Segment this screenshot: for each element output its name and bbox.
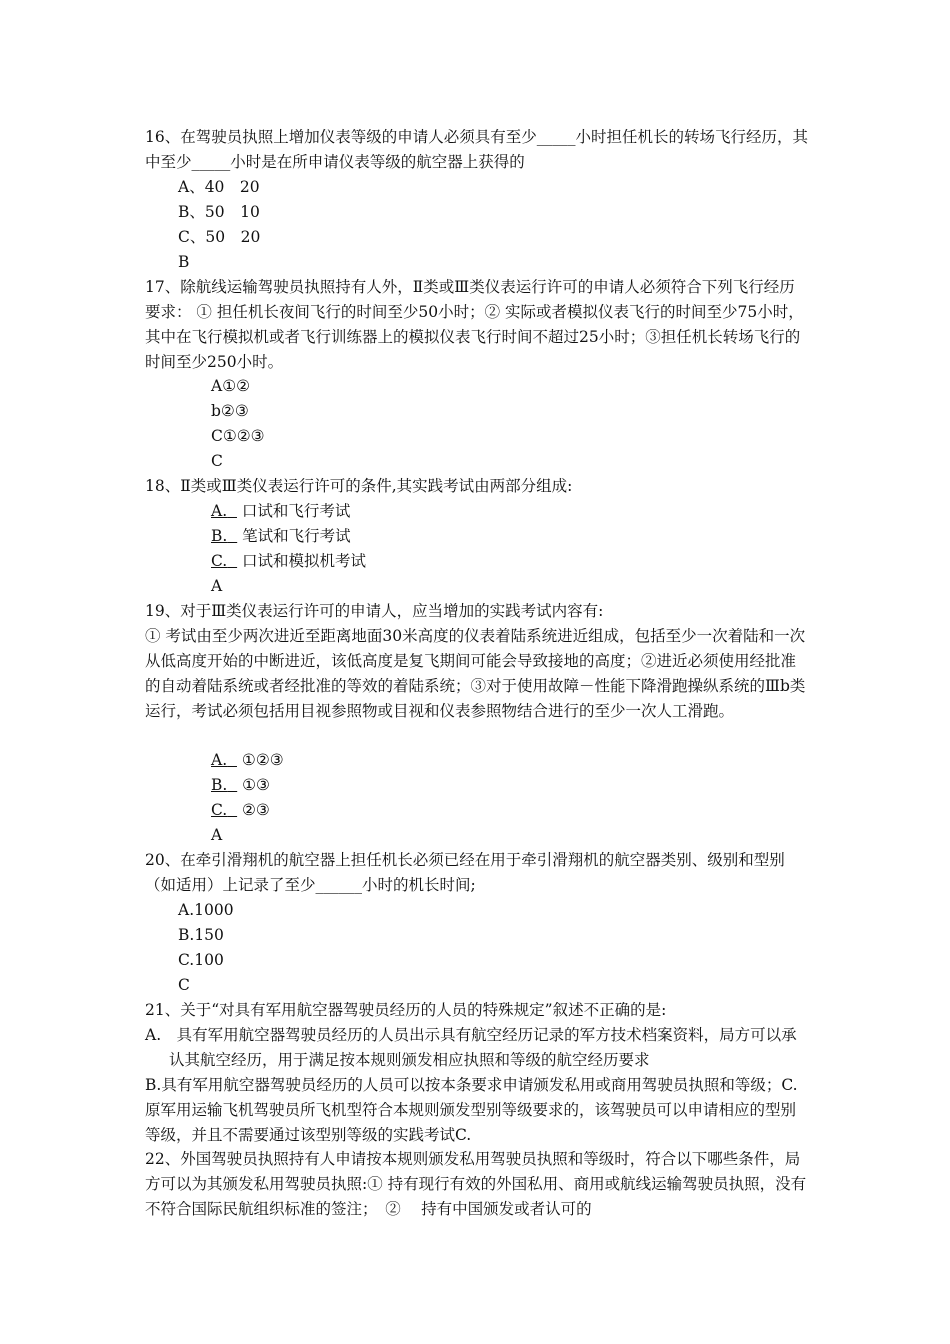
option-19-b xyxy=(211,773,270,798)
question-19-body: ① 考试由至少两次进近至距离地面30米高度的仪表着陆系统进近组成，包括至少一次着陆和一次从低高度开始的中断进近，该低高度是复飞期间可能会导致接地的高度；②进近必须使用经批准的自动着陆系统或者经批准的等效的着陆系统；③对于使用故障－性能下降滑跑操纵系统的Ⅲb类运行，考试必须包括用目视参照物或目视和仪表参照物结合进行的至少一次人工滑跑。 xyxy=(145,627,806,720)
option-21-bc: B.具有军用航空器驾驶员经历的人员可以按本条要求申请颁发私用或商用驾驶员执照和等级；C.原军用运输飞机驾驶员所飞机型符合本规则颁发型别等级要求的，该驾驶员可以申请相应的型别等级，并且不需要通过该型别等级的实践考试C. xyxy=(145,1076,798,1144)
answer-17: C xyxy=(211,452,223,470)
option-text: ①③ xyxy=(242,776,270,794)
option-21-a: A. 具有军用航空器驾驶员经历的人员出示具有航空经历记录的军方技术档案资料，局方可以承认其航空经历，用于满足按本规则颁发相应执照和等级的航空经历要求 xyxy=(145,1026,797,1069)
question-22: 22、外国驾驶员执照持有人申请按本规则颁发私用驾驶员执照和等级时，符合以下哪些条件，局方可以为其颁发私用驾驶员执照:① 持有现行有效的外国私用、商用或航线运输驾驶员执照，没有不符合国际民航组织标准的签注； ② 持有中国颁发或者认可的 xyxy=(145,1150,807,1218)
option-18-c xyxy=(211,549,366,574)
option-letter: A. xyxy=(211,751,228,769)
answer-16: B xyxy=(178,253,190,271)
question-21: 21、关于“对具有军用航空器驾驶员经历的人员的特殊规定”叙述不正确的是: xyxy=(145,1001,667,1019)
option-18-a xyxy=(211,499,350,524)
question-18: 18、Ⅱ类或Ⅲ类仪表运行许可的条件,其实践考试由两部分组成: xyxy=(145,477,573,495)
option-16-c: C、50 20 xyxy=(178,228,261,246)
option-letter: C. xyxy=(211,801,228,819)
question-17: 17、除航线运输驾驶员执照持有人外，Ⅱ类或Ⅲ类仪表运行许可的申请人必须符合下列飞行经历要求： ① 担任机长夜间飞行的时间至少50小时；② 实际或者模拟仪表飞行的时间至少75小时，其中在飞行模拟机或者飞行训练器上的模拟仪表飞行时间不超过25小时；③担任机长转场飞行的时间至少250小时。 xyxy=(145,278,804,371)
option-text: 口试和飞行考试 xyxy=(241,502,351,520)
option-16-b: B、50 10 xyxy=(178,203,260,221)
option-20-a: A.1000 xyxy=(178,901,234,919)
question-20: 20、在牵引滑翔机的航空器上担任机长必须已经在用于牵引滑翔机的航空器类别、级别和型别（如适用）上记录了至少______小时的机长时间; xyxy=(145,851,785,894)
option-17-c: C①②③ xyxy=(211,427,265,445)
option-19-c xyxy=(211,798,270,823)
option-20-b: B.150 xyxy=(178,926,224,944)
option-text: ②③ xyxy=(242,801,270,819)
option-letter: A. xyxy=(211,502,228,520)
option-letter: B. xyxy=(211,776,228,794)
question-16: 16、在驾驶员执照上增加仪表等级的申请人必须具有至少_____小时担任机长的转场飞行经历，其中至少_____小时是在所申请仪表等级的航空器上获得的 xyxy=(145,128,808,171)
option-18-b xyxy=(211,524,351,549)
question-19: 19、对于Ⅲ类仪表运行许可的申请人，应当增加的实践考试内容有: xyxy=(145,602,604,620)
option-16-a: A、40 20 xyxy=(178,178,260,196)
option-text: 口试和模拟机考试 xyxy=(242,552,367,570)
answer-19: A xyxy=(211,826,223,844)
option-17-b: b②③ xyxy=(211,402,249,420)
answer-20: C xyxy=(178,976,190,994)
option-20-c: C.100 xyxy=(178,951,224,969)
option-letter: B. xyxy=(211,527,228,545)
option-letter: C. xyxy=(211,552,228,570)
option-17-a: A①② xyxy=(211,377,250,395)
answer-18: A xyxy=(211,577,223,595)
option-19-a xyxy=(211,748,284,773)
option-text: 笔试和飞行考试 xyxy=(242,527,351,545)
option-text: ①②③ xyxy=(241,751,284,769)
